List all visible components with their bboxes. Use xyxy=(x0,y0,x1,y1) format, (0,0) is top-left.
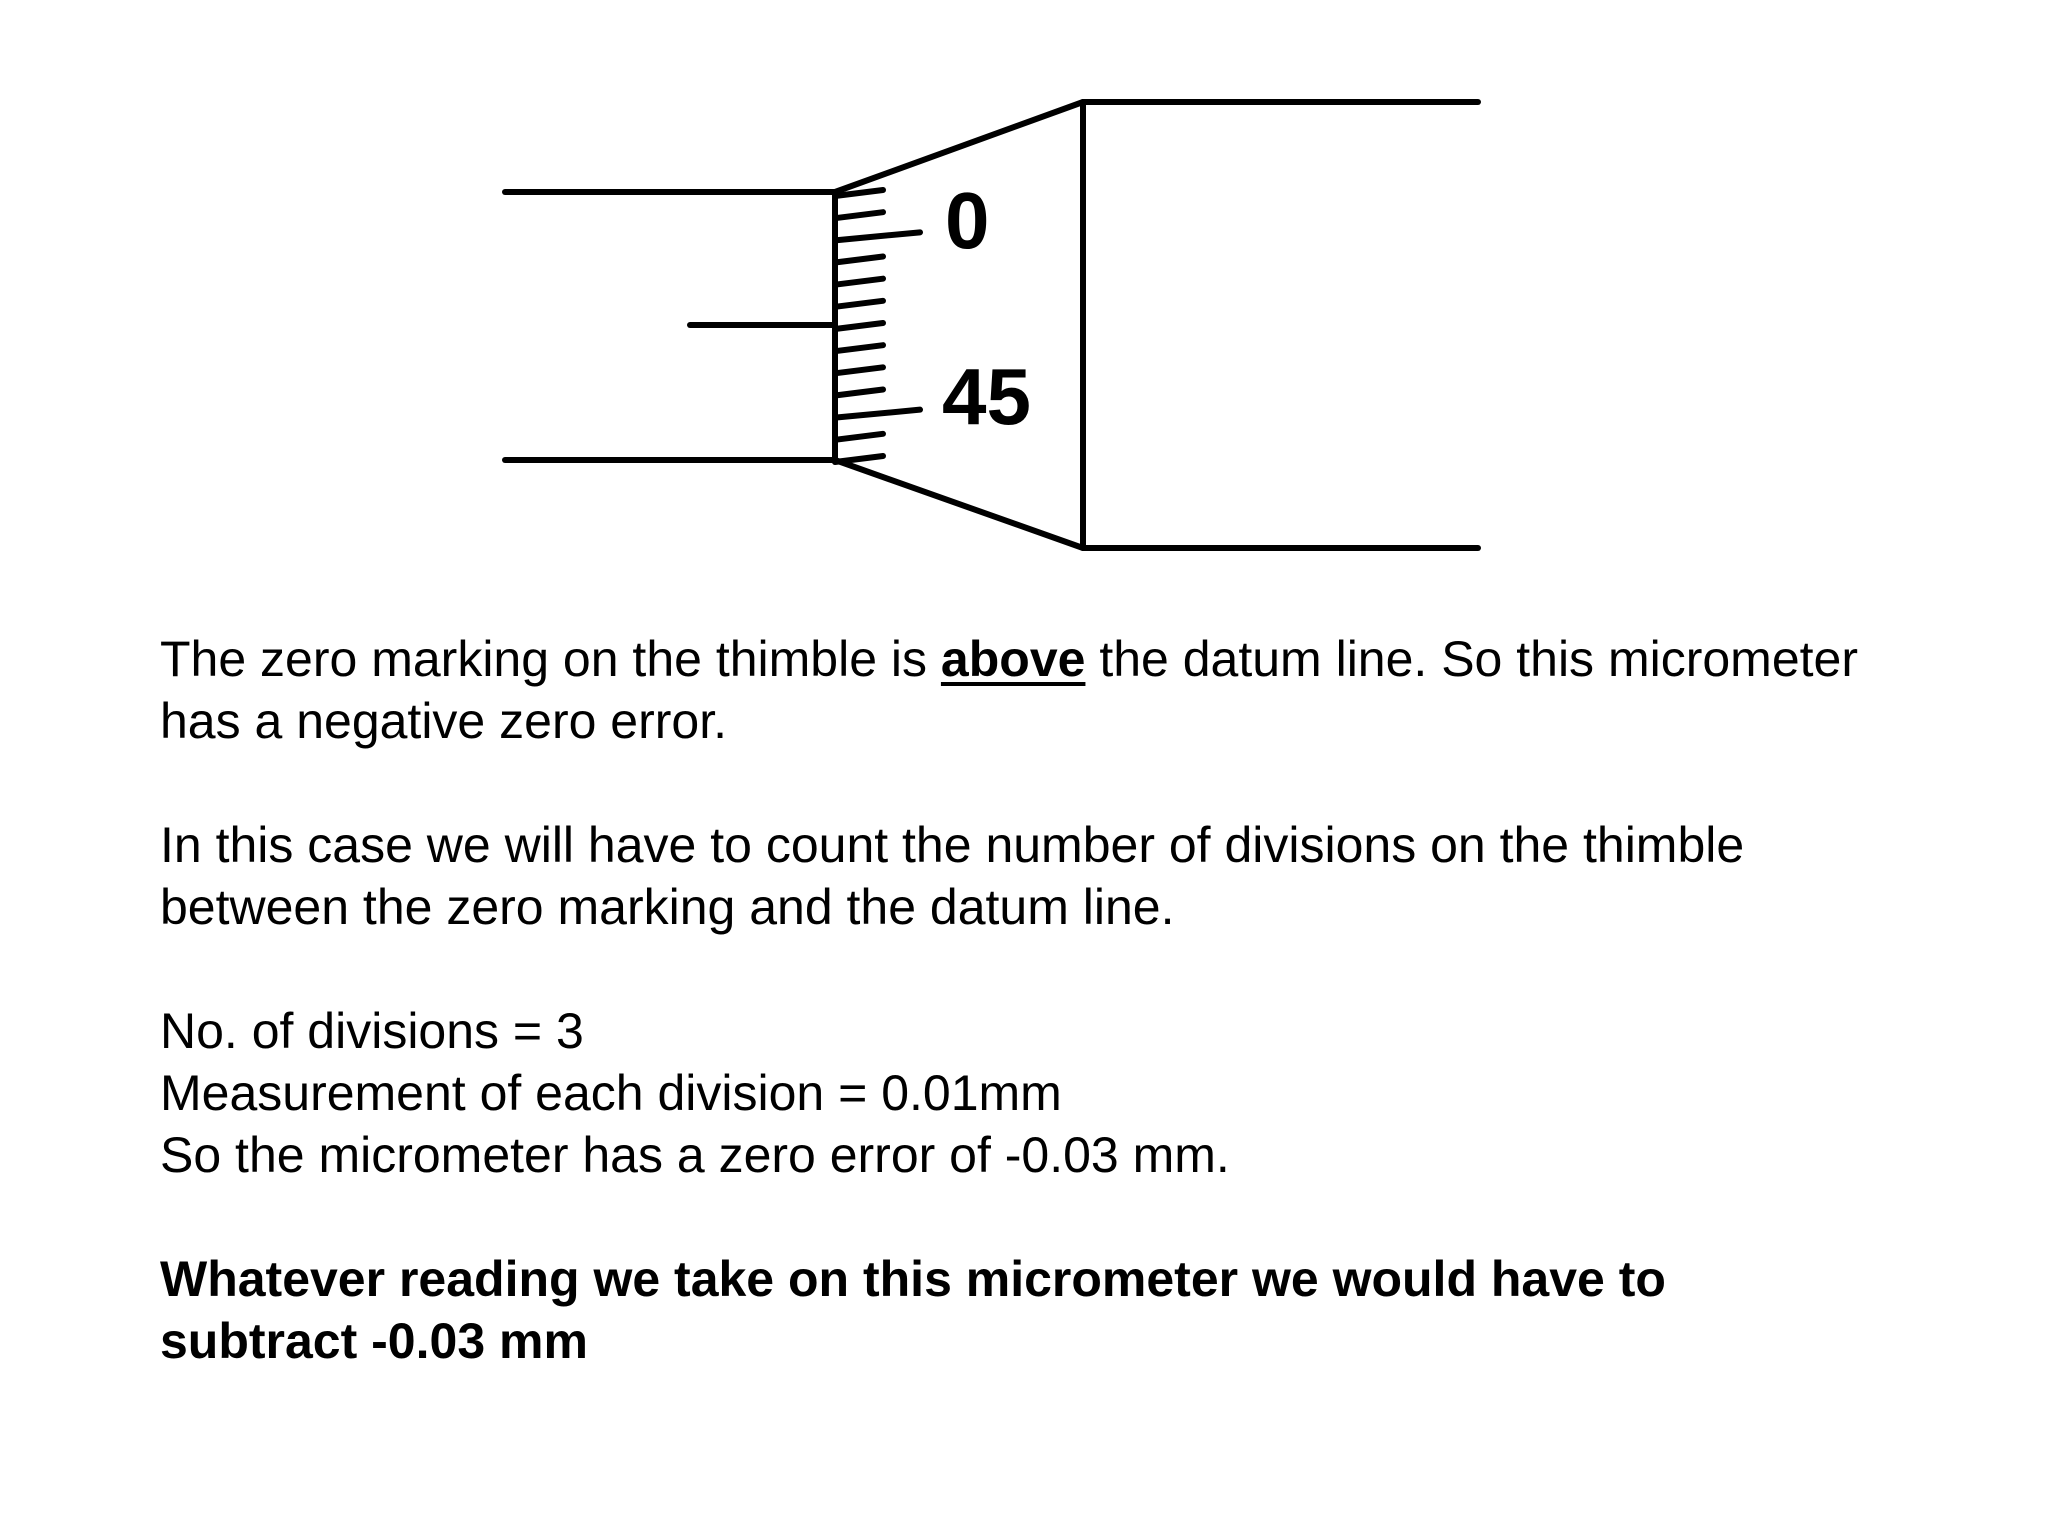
para1-text-before: The zero marking on the thimble is xyxy=(160,631,941,687)
thimble-tick xyxy=(835,212,883,218)
paragraph-calculation xyxy=(160,1000,2000,1186)
thimble-tick xyxy=(835,456,883,462)
thimble-tick xyxy=(835,301,883,307)
thimble-label-zero: 0 xyxy=(945,176,990,265)
micrometer-diagram xyxy=(0,0,2048,600)
thimble-tick xyxy=(835,434,883,440)
para2-line1: In this case we will have to count the number of divisions on the thimble xyxy=(160,817,1745,873)
paragraph-zero-marking xyxy=(160,628,2000,752)
thimble-tick xyxy=(835,390,883,396)
para1-text-after: the datum line. So this micrometer xyxy=(1085,631,1858,687)
divisions-count: No. of divisions = 3 xyxy=(160,1003,584,1059)
emphasis-above: above xyxy=(940,631,1086,687)
thimble-tick xyxy=(835,232,920,240)
conclusion-line2: subtract -0.03 mm xyxy=(160,1313,588,1369)
division-measurement: Measurement of each division = 0.01mm xyxy=(160,1065,1062,1121)
paragraph-count-divisions xyxy=(160,814,2000,938)
thimble-tick xyxy=(835,410,920,418)
zero-error-result: So the micrometer has a zero error of -0.03 mm. xyxy=(160,1127,1230,1183)
thimble-tick xyxy=(835,345,883,351)
thimble-tick xyxy=(835,367,883,373)
thimble-bevel-bottom xyxy=(835,460,1083,548)
conclusion-line1: Whatever reading we take on this micrometer we would have to xyxy=(160,1251,1666,1307)
thimble-tick xyxy=(835,279,883,285)
thimble-tick xyxy=(835,257,883,263)
para2-line2: between the zero marking and the datum line. xyxy=(160,879,1175,935)
thimble-label-45: 45 xyxy=(942,352,1031,441)
para1-line2: has a negative zero error. xyxy=(160,693,727,749)
explanation-text xyxy=(160,628,2000,1434)
paragraph-conclusion xyxy=(160,1248,2000,1372)
thimble-tick xyxy=(835,323,883,329)
